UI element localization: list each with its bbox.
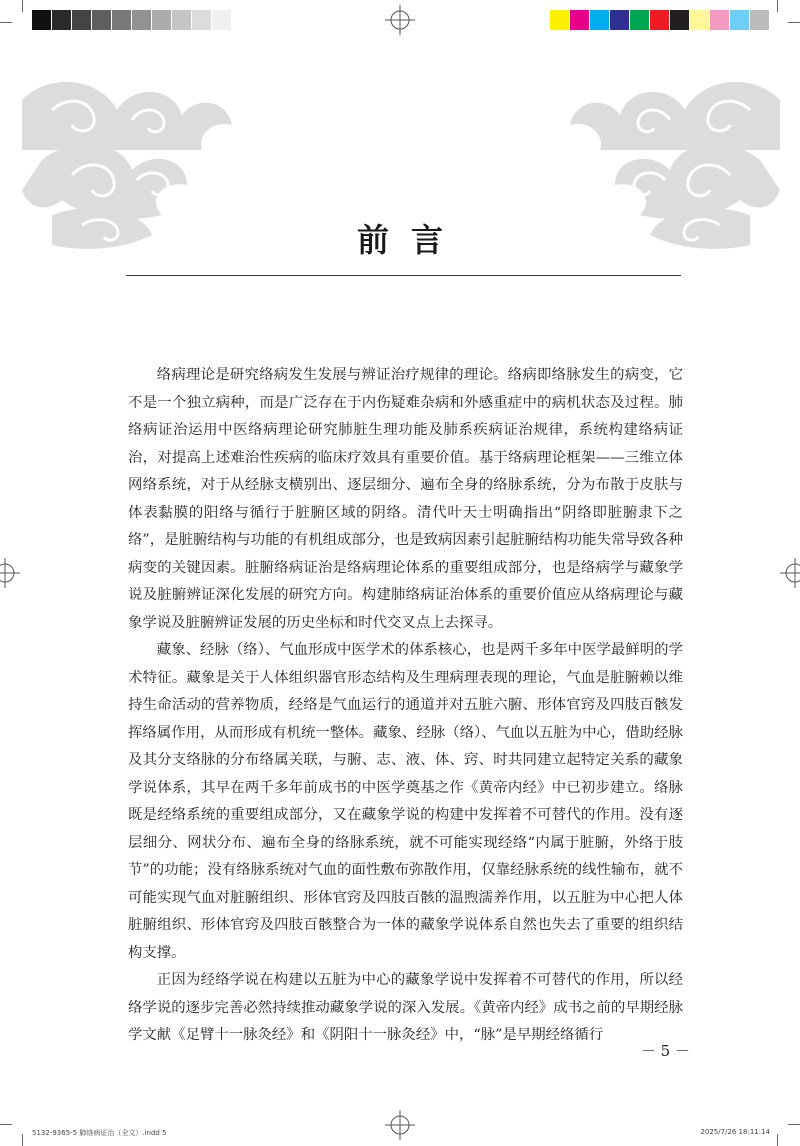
crop-mark (777, 0, 778, 12)
crop-mark (777, 1134, 778, 1146)
color-swatch (570, 10, 590, 30)
grayscale-swatch (72, 10, 92, 30)
registration-mark-left (0, 558, 20, 588)
color-swatch (550, 10, 570, 30)
grayscale-swatch (32, 10, 52, 30)
paragraph-2: 藏象、经脉（络）、气血形成中医学术的体系核心，也是两千多年中医学最鲜明的学术特征。藏象是关于人体组织器官形态结构及生理病理表现的理论，气血是脏腑赖以维持生命活动的营养物质，经络是气血运行的通道并对五脏六腑、形体官窍及四肢百骸发挥络属作用，从而形成有机统一整体。藏象、经脉（络）、气血以五脏为中心，借助经脉及其分支络脉的分布络属关联，与腑、志、液、体、窍、时共同建立起特定关系的藏象学说体系，其早在两千多年前成书的中医学奠基之作《黄帝内经》中已初步建立。络脉既是经络系统的重要组成部分，又在藏象学说的构建中发挥着不可替代的作用。没有逐层细分、网状分布、遍布全身的络脉系统，就不可能实现经络“内属于脏腑，外络于肢节”的功能；没有络脉系统对气血的面性敷布弥散作用，仅靠经脉系统的线性输布，就不可能实现气血对脏腑组织、形体官窍及四肢百骸的温煦濡养作用，以五脏为中心把人体脏腑组织、形体官窍及四肢百骸整合为一体的藏象学说体系自然也失去了重要的组织结构支撑。 (128, 642, 683, 961)
grayscale-swatch (172, 10, 192, 30)
page-title: 前言 (356, 221, 465, 259)
grayscale-swatch (132, 10, 152, 30)
color-swatch (590, 10, 610, 30)
color-swatch (690, 10, 710, 30)
registration-mark-bottom (385, 1110, 415, 1140)
color-swatch (750, 10, 770, 30)
crop-mark (0, 22, 12, 23)
crop-mark (22, 0, 23, 12)
grayscale-swatch (152, 10, 172, 30)
crop-mark (0, 1124, 12, 1125)
page-number: － 5 － (640, 1042, 690, 1060)
print-slug-timestamp: 2025/7/26 18:11:14 (700, 1128, 770, 1136)
crop-mark (788, 1124, 800, 1125)
crop-mark (22, 1134, 23, 1146)
grayscale-swatch (212, 10, 232, 30)
grayscale-swatch (232, 10, 252, 30)
registration-mark-top (385, 5, 415, 35)
paragraph-3: 正因为经络学说在构建以五脏为中心的藏象学说中发挥着不可替代的作用，所以经络学说的逐步完善必然持续推动藏象学说的深入发展。《黄帝内经》成书之前的早期经脉学文献《足臂十一脉灸经》和《阴阳十一脉灸经》中，“脉”是早期经络循行 (128, 972, 683, 1043)
grayscale-swatch (52, 10, 72, 30)
paragraph-1: 络病理论是研究络病发生发展与辨证治疗规律的理论。络病即络脉发生的病变，它不是一个独立病种，而是广泛存在于内伤疑难杂病和外感重症中的病机状态及过程。肺络病证治运用中医络病理论研究肺脏生理功能及肺系疾病证治规律，系统构建络病证治，对提高上述难治性疾病的临床疗效具有重要价值。基于络病理论框架——三维立体网络系统，对于从经脉支横别出、逐层细分、遍布全身的络脉系统，分为布散于皮肤与体表黏膜的阳络与循行于脏腑区域的阴络。清代叶天士明确指出“阴络即脏腑隶下之络”，是脏腑结构与功能的有机组成部分，也是致病因素引起脏腑结构功能失常导致各种病变的关键因素。脏腑络病证治是络病理论体系的重要组成部分，也是络病学与藏象学说及脏腑辨证深化发展的研究方向。构建肺络病证治体系的重要价值应从络病理论与藏象学说及脏腑辨证发展的历史坐标和时代交叉点上去探寻。 (128, 367, 683, 631)
color-swatch (730, 10, 750, 30)
grayscale-swatch (112, 10, 132, 30)
color-swatch (650, 10, 670, 30)
grayscale-calibration-bar (32, 10, 252, 30)
registration-mark-right (780, 558, 800, 588)
color-swatch (630, 10, 650, 30)
color-swatch (610, 10, 630, 30)
color-swatch (710, 10, 730, 30)
print-slug-filename: 5132-9365-5 肺络病证治（全文）.indd 5 (32, 1129, 167, 1137)
preface-body (128, 362, 683, 1050)
crop-mark (788, 22, 800, 23)
grayscale-swatch (92, 10, 112, 30)
grayscale-swatch (192, 10, 212, 30)
color-calibration-bar (550, 10, 770, 30)
title-divider (126, 275, 681, 276)
color-swatch (670, 10, 690, 30)
